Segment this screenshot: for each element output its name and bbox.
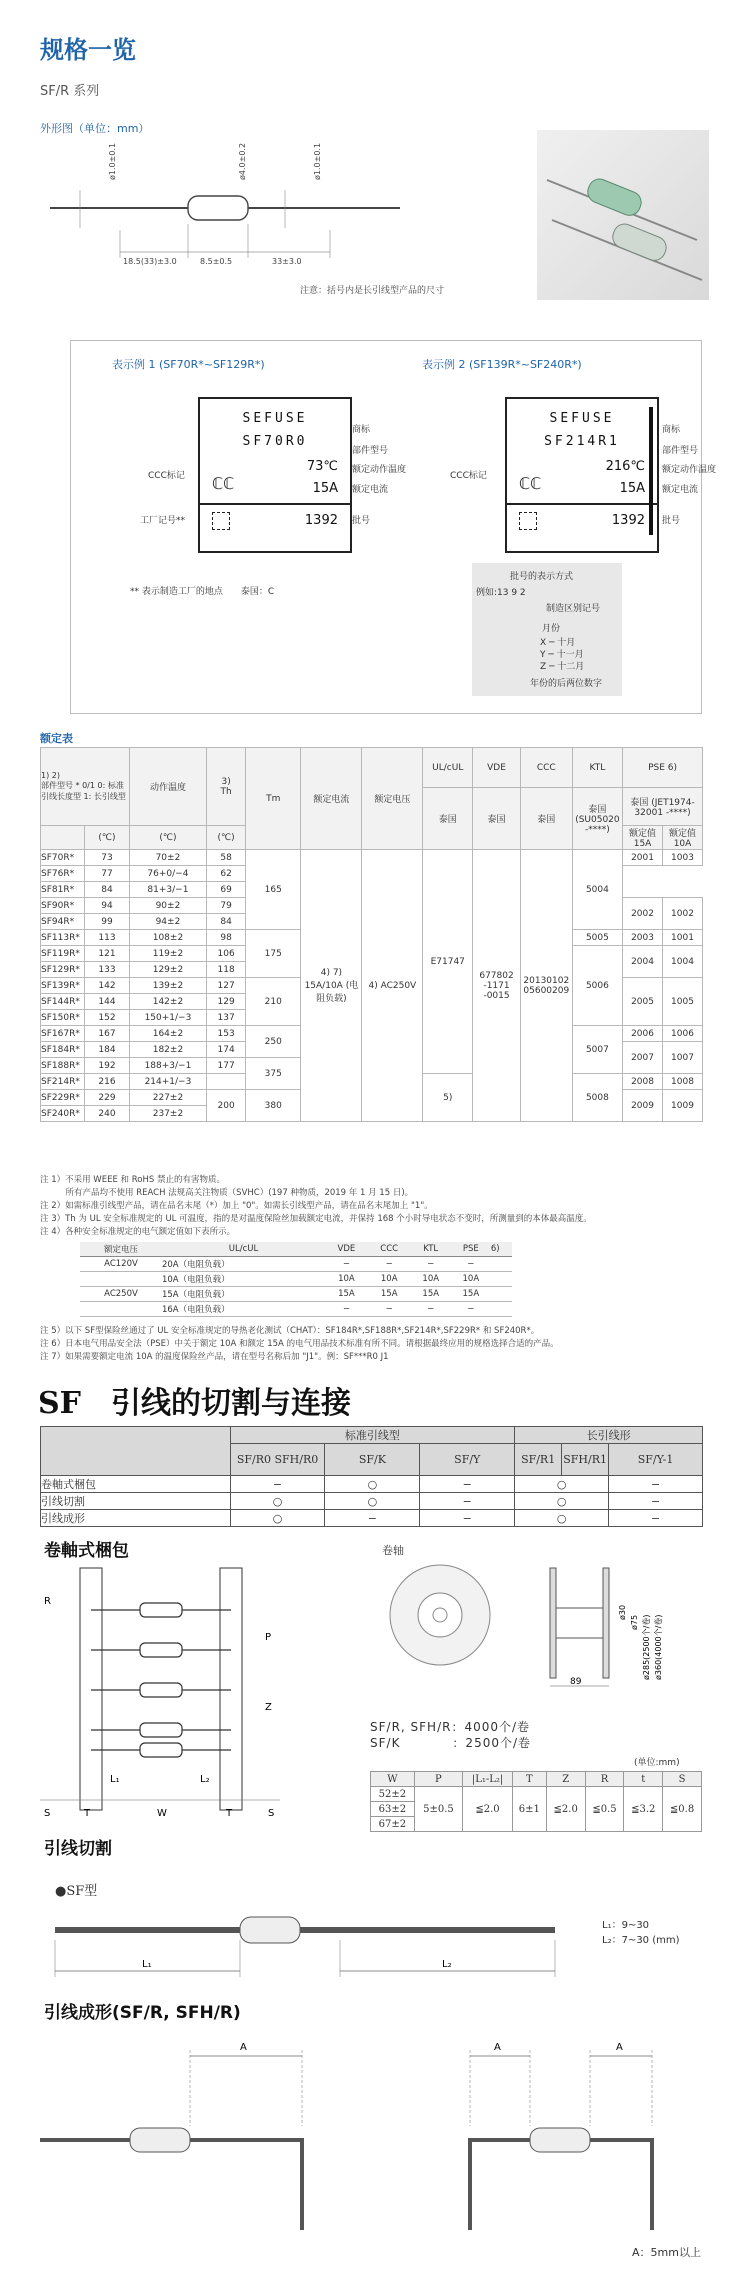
label1-lot: 1392	[304, 513, 338, 528]
callout-factory: 工厂记号**	[140, 516, 186, 526]
label1-temp: 73℃	[306, 459, 338, 474]
label2-current: 15A	[619, 481, 645, 496]
table-row: SF119R* 121 119±2 106 5006 2004 1004	[41, 946, 703, 962]
cut-sub: ●SF型	[55, 1884, 98, 1899]
marking-label-2	[505, 397, 659, 553]
notes-block-2: 注 5）以下 SF型保险丝通过了 UL 安全标准规定的导热老化测试（CHAT）：SF184R*,SF188R*,SF214R*,SF229R* 和 SF240R*。 注 6）日本电气用品安全法（PSE）中关于额定 10A 和额定 15A 的电气用品技术标准有所不同。请根据最终应用的规格选择合适的产品。 注 7）如果需要额定电流 10A 的温度保险丝产品，请在型号名称后加 "J1"。例：SF***R0 J1	[40, 1326, 559, 1362]
svg-text:W: W	[157, 1808, 167, 1819]
reel-unit: (单位:mm)	[634, 1758, 680, 1768]
reel-front-icon	[385, 1560, 495, 1670]
form-diagram-2	[450, 2030, 710, 2260]
callout-brand: 商标	[352, 425, 371, 435]
series-label: SF/R 系列	[40, 84, 100, 99]
callout-lot: 批号	[352, 516, 371, 526]
outline-drawing	[40, 140, 440, 280]
svg-text:T: T	[84, 1808, 91, 1819]
outline-title: 外形图（单位：mm）	[40, 122, 150, 135]
ccc-icon: ℂℂ	[519, 474, 542, 493]
col-ul: UL/cUL	[423, 748, 473, 788]
form-spec: A：5mm以上	[632, 2246, 701, 2259]
tape-diagram	[40, 1560, 290, 1820]
cutting-table: 标准引线型 长引线形 SF/R0 SFH/R0 SF/K SF/Y SF/R1 SFH/R1 SF/Y-1 卷軸式梱包 − ○ − ○ − 引线切割 ○ ○ − ○ − 引线成形 ○ − − ○ −	[40, 1426, 703, 1527]
svg-text:L₁: L₁	[110, 1774, 120, 1785]
dim-right: 33±3.0	[272, 257, 302, 266]
table-row: SF240R* 240 237±2	[41, 1106, 703, 1122]
table-row: SF144R* 144 142±2 129	[41, 994, 703, 1010]
svg-text:S: S	[44, 1808, 51, 1819]
svg-text:ø360(4000个/卷): ø360(4000个/卷)	[654, 1614, 663, 1680]
callout-ccc: CCC标记	[148, 471, 185, 481]
svg-text:R: R	[44, 1596, 51, 1607]
svg-text:P: P	[265, 1632, 272, 1643]
product-photo	[537, 130, 709, 300]
reel-dim-table: W P |L₁-L₂| T Z R t S 52±2 5±0.5 ≦2.0 6±1 ≦2.0 ≦0.5 ≦3.2 ≦0.8 63±2 67±2	[370, 1771, 702, 1832]
page-title: 规格一览	[40, 36, 136, 64]
form-diagram-1	[40, 2030, 330, 2260]
table-row: SF90R* 94 90±2 79 2002 1002	[41, 898, 703, 914]
callout-lot: 批号	[662, 516, 681, 526]
svg-text:L₂: L₂	[200, 1774, 210, 1785]
svg-text:ø30: ø30	[618, 1604, 627, 1620]
callout-current: 额定电流	[352, 485, 389, 495]
col-part: 1) 2) 部件型号 * 0/1 0: 标准引线长度型 1: 长引线型	[41, 748, 130, 826]
table-row: SF76R* 77 76+0/−4 62	[41, 866, 703, 882]
lot-explanation: 批号的表示方式 例如:13 9 2 制造区别记号 月份 X ─ 十月 Y ─ 十一月 Z ─ 十二月 年份的后两位数字	[472, 563, 622, 696]
col-current: 额定电流	[301, 748, 362, 850]
svg-text:ø75: ø75	[630, 1614, 639, 1630]
svg-text:ø285(2500个/卷): ø285(2500个/卷)	[642, 1614, 651, 1680]
marking-label-1	[198, 397, 352, 553]
dim-phi1: ø1.0±0.1	[108, 142, 117, 180]
example1-title: 表示例 1 (SF70R*~SF129R*)	[112, 358, 265, 371]
col-ktl: KTL	[572, 748, 622, 788]
table-row: SF129R* 133 129±2 118	[41, 962, 703, 978]
callout-current: 额定电流	[662, 485, 699, 495]
callout-temp: 额定动作温度	[662, 465, 717, 475]
table-row: SF214R* 216 214+1/−3 5) 5008 2008 1008	[41, 1074, 703, 1090]
table-row: SF139R* 142 139±2 127 210 2005 1005	[41, 978, 703, 994]
approval-table: 额定电压 UL/cUL VDE CCC KTL PSE 6) AC120V 20A（电阻负载） − − − − 10A（电阻负载） 10A 10A 10A 10A AC250V 15A（电阻负载） 15A 15A 15A 15A 16A（电阻负载） − − − −	[80, 1242, 512, 1317]
reel-title: 卷軸式梱包	[44, 1541, 129, 1561]
table-row: SF70R* 73 70±2 58 165 4) 7) 15A/10A (电阻负载) 4) AC250V E71747 677802 -1171 -0015 20130102 05600209 5004 2001 1003	[41, 850, 703, 866]
table-row: SF150R* 152 150+1/−3 137	[41, 1010, 703, 1026]
table-row: SF113R* 113 108±2 98 175 5005 2003 1001	[41, 930, 703, 946]
table-row: SF188R* 192 188+3/−1 177 375	[41, 1058, 703, 1074]
label2-lot: 1392	[611, 513, 645, 528]
svg-text:S: S	[268, 1808, 275, 1819]
reel-qty-1: SF/R, SFH/R：4000个/卷	[370, 1720, 531, 1734]
label1-current: 15A	[312, 481, 338, 496]
rating-table: 1) 2) 部件型号 * 0/1 0: 标准引线长度型 1: 长引线型 动作温度 3) Th Tm 额定电流 额定电压 UL/cUL VDE CCC KTL PSE 6) 泰国 泰国 泰国 泰国 (SU05020 -****) 泰国 (JET1974-32001 -****) (℃) (℃) (℃) 额定值 15A 额定值 10A SF70R* 73 70±2 58 165 4) 7) 15A/10A (电阻负载) 4) AC250V E71747 677802 -1171 -0015 20130102 05600209 5004 2001 1003 SF76R* 77 76+0/−4 62 SF81R* 84 81+3/−1 69 SF90R* 94 90±2 79 2002 1002 SF94R* 99 94±2 84 SF113R* 113 108±2 98 175 5005 2003 1001 SF119R* 121 119±2 106 5006 2004 1004 SF129R* 133 129±2 118 SF139R* 142 139±2 127 210 2005 1005 SF144R* 144 142±2 129 SF150R* 152 150+1/−3 137 SF167R* 167 164±2 153 250 5007 2006 1006 SF184R* 184 182±2 174 2007 1007 SF188R* 192 188+3/−1 177 375 SF214R* 216 214+1/−3 5) 5008 2008 1008 SF229R* 229 227±2 200 380 2009 1009 SF240R* 240 237±2	[40, 747, 703, 1122]
col-vde: VDE	[473, 748, 521, 788]
cut-spec-2: L₂：7~30 (mm)	[602, 1935, 680, 1946]
cut-diagram	[50, 1895, 570, 1985]
svg-text:89: 89	[570, 1677, 582, 1687]
col-ccc: CCC	[520, 748, 572, 788]
svg-text:A: A	[616, 2042, 623, 2053]
dim-phi4: ø4.0±0.2	[238, 142, 247, 180]
dim-mid: 8.5±0.5	[200, 257, 233, 266]
factory-mark-box	[519, 512, 537, 530]
dim-phi1b: ø1.0±0.1	[313, 142, 322, 180]
table-row: SF94R* 99 94±2 84	[41, 914, 703, 930]
svg-text:T: T	[226, 1808, 233, 1819]
cutting-title: SF 引线的切割与连接	[38, 1386, 351, 1421]
factory-mark-box	[212, 512, 230, 530]
factory-note: ** 表示制造工厂的地点 泰国：C	[130, 587, 275, 597]
rating-title: 额定表	[40, 732, 73, 745]
reel-qty-2: SF/K ：2500个/卷	[370, 1736, 532, 1750]
outline-note: 注意：括号内是长引线型产品的尺寸	[300, 286, 445, 296]
label2-part: SF214R1	[544, 434, 620, 449]
svg-text:L₂: L₂	[442, 1959, 452, 1970]
dim-left: 18.5(33)±3.0	[123, 257, 177, 266]
table-row: SF81R* 84 81+3/−1 69	[41, 882, 703, 898]
table-row: SF229R* 229 227±2 200 380 2009 1009	[41, 1090, 703, 1106]
svg-text:L₁: L₁	[142, 1959, 152, 1970]
table-row: SF167R* 167 164±2 153 250 5007 2006 1006	[41, 1026, 703, 1042]
reel-label: 卷轴	[382, 1544, 404, 1557]
notes-block: 注 1）不采用 WEEE 和 RoHS 禁止的有害物质。 所有产品均不使用 REACH 法规高关注物质（SVHC）(197 种物质，2019 年 1 月 15 日)。 注 2）如需标准引线型产品，请在品名末尾（*）加上 "0"。如需长引线型产品，请在品名末尾加上 "1"。 注 3）Th 为 UL 安全标准规定的 UL 可温度，指的是对温度保险丝加载额定电流，并保持 168 个小时导电状态不变时，所测量到的本体最高温度。 注 4）各种安全标准规定的电气额定值如下表所示。	[40, 1175, 592, 1237]
callout-brand: 商标	[662, 425, 681, 435]
col-pse: PSE 6)	[623, 748, 703, 788]
ccc-icon: ℂℂ	[212, 474, 235, 493]
col-tm: Tm	[246, 748, 301, 850]
col-voltage: 额定电压	[362, 748, 423, 850]
black-band	[649, 407, 653, 535]
reel-side-diagram	[545, 1560, 705, 1690]
svg-text:A: A	[240, 2042, 247, 2053]
svg-text:A: A	[494, 2042, 501, 2053]
form-title: 引线成形(SF/R, SFH/R)	[44, 2003, 241, 2023]
callout-temp: 额定动作温度	[352, 465, 407, 475]
label1-brand: SEFUSE	[242, 411, 308, 426]
callout-ccc: CCC标记	[450, 471, 487, 481]
label2-temp: 216℃	[605, 459, 645, 474]
col-act: 动作温度	[129, 748, 207, 826]
label1-part: SF70R0	[242, 434, 308, 449]
svg-text:Z: Z	[265, 1702, 272, 1713]
callout-part: 部件型号	[352, 446, 389, 456]
callout-part: 部件型号	[662, 446, 699, 456]
cut-title: 引线切割	[44, 1839, 112, 1859]
col-th: 3) Th	[207, 748, 246, 826]
cut-spec-1: L₁：9~30	[602, 1920, 650, 1931]
label2-brand: SEFUSE	[549, 411, 615, 426]
table-row: SF184R* 184 182±2 174 2007 1007	[41, 1042, 703, 1058]
example2-title: 表示例 2 (SF139R*~SF240R*)	[422, 358, 582, 371]
